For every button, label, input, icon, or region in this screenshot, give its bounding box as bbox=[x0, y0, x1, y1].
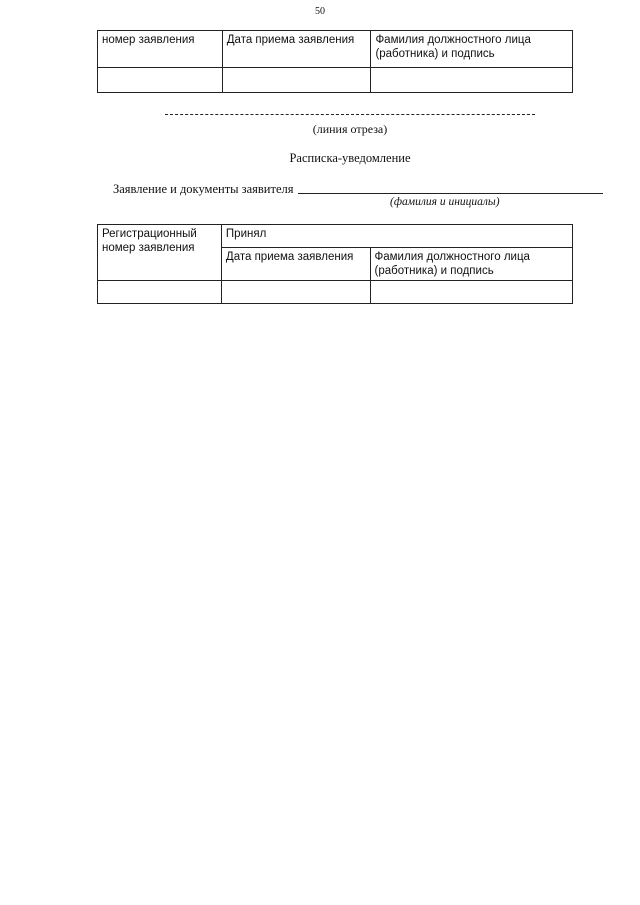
applicant-name-caption: (фамилия и инициалы) bbox=[390, 196, 500, 208]
header-cell-registration-number: Регистрационный номер заявления bbox=[98, 225, 222, 281]
acceptance-table-bottom bbox=[97, 224, 573, 304]
header-cell-accepted: Принял bbox=[221, 225, 572, 248]
empty-cell[interactable] bbox=[98, 68, 223, 93]
empty-cell[interactable] bbox=[370, 281, 572, 304]
receipt-title: Расписка-уведомление bbox=[289, 151, 411, 165]
table-header-row bbox=[98, 31, 573, 68]
table-row bbox=[98, 281, 573, 304]
empty-cell[interactable] bbox=[221, 281, 370, 304]
table-header-row bbox=[98, 225, 573, 248]
header-cell-application-number: номер заявления bbox=[98, 31, 223, 68]
acceptance-table-top bbox=[97, 30, 573, 93]
cut-line-divider bbox=[165, 114, 535, 115]
applicant-line bbox=[113, 179, 603, 197]
page-number: 50 bbox=[315, 6, 325, 17]
header-cell-official-signature: Фамилия должностного лица (работника) и подпись bbox=[370, 248, 572, 281]
cut-line-label: (линия отреза) bbox=[312, 122, 388, 136]
empty-cell[interactable] bbox=[222, 68, 371, 93]
header-cell-acceptance-date: Дата приема заявления bbox=[222, 31, 371, 68]
header-cell-official-signature: Фамилия должностного лица (работника) и подпись bbox=[371, 31, 573, 68]
applicant-name-field[interactable] bbox=[298, 193, 604, 194]
header-cell-acceptance-date: Дата приема заявления bbox=[221, 248, 370, 281]
empty-cell[interactable] bbox=[371, 68, 573, 93]
empty-cell[interactable] bbox=[98, 281, 222, 304]
applicant-line-label: Заявление и документы заявителя bbox=[113, 182, 294, 196]
table-row bbox=[98, 68, 573, 93]
